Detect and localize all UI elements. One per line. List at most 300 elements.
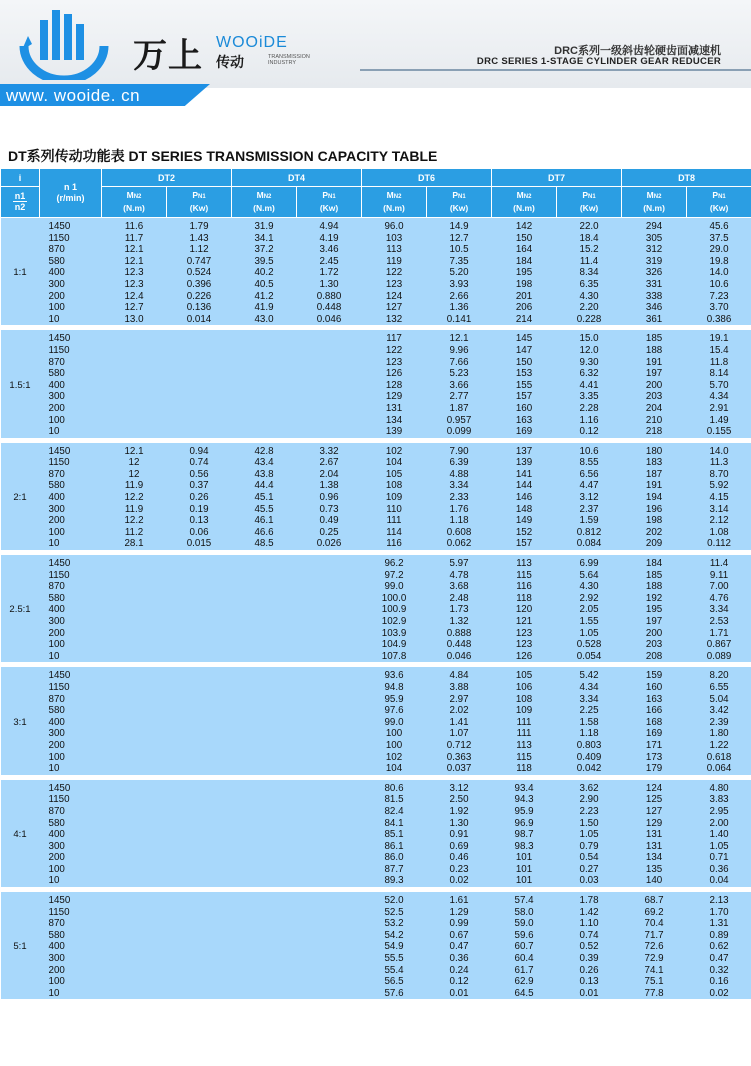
value-cell: 0.91 [427, 829, 492, 841]
value-cell [232, 667, 297, 682]
value-cell: 157 [492, 538, 557, 550]
mn2-label: MN2 [646, 190, 662, 200]
table-row [1, 818, 751, 830]
value-cell: 294 [622, 218, 687, 233]
speed-cell: 400 [40, 717, 102, 729]
value-cell [102, 604, 167, 616]
value-cell: 0.69 [427, 841, 492, 853]
value-cell [297, 616, 362, 628]
value-cell: 131 [622, 841, 687, 853]
value-cell: 84.1 [362, 818, 427, 830]
speed-cell: 1150 [40, 345, 102, 357]
value-cell: 85.1 [362, 829, 427, 841]
value-cell [297, 953, 362, 965]
speed-cell: 200 [40, 515, 102, 527]
value-cell: 52.0 [362, 892, 427, 907]
page-title: DT系列传动功能表 DT SERIES TRANSMISSION CAPACITY TABLE [8, 148, 438, 164]
value-cell [232, 818, 297, 830]
value-cell: 0.32 [687, 965, 751, 977]
value-cell [297, 841, 362, 853]
value-cell: 100 [362, 740, 427, 752]
value-cell: 45.6 [687, 218, 751, 233]
table-row [1, 403, 751, 415]
speed-cell: 100 [40, 864, 102, 876]
speed-cell: 300 [40, 616, 102, 628]
value-cell: 11.8 [687, 357, 751, 369]
value-cell: 12.7 [427, 233, 492, 245]
mn2-label: MN2 [386, 190, 402, 200]
value-cell [297, 380, 362, 392]
value-cell [102, 976, 167, 988]
value-cell: 48.5 [232, 538, 297, 550]
value-cell [232, 555, 297, 570]
table-row [1, 682, 751, 694]
value-cell: 72.9 [622, 953, 687, 965]
value-cell: 5.42 [557, 667, 622, 682]
label-subscript: N2 [653, 194, 662, 200]
value-cell [297, 717, 362, 729]
header-banner [0, 0, 751, 88]
value-cell: 144 [492, 480, 557, 492]
value-cell: 46.1 [232, 515, 297, 527]
table-row [1, 841, 751, 853]
mn2-unit-header [622, 187, 687, 218]
value-cell: 0.39 [557, 953, 622, 965]
pn1-label: PN1 [582, 190, 596, 200]
value-cell [167, 794, 232, 806]
value-cell: 105 [362, 469, 427, 481]
value-cell: 28.1 [102, 538, 167, 550]
table-row [1, 864, 751, 876]
value-cell: 0.054 [557, 651, 622, 663]
value-cell: 305 [622, 233, 687, 245]
value-cell: 12.0 [557, 345, 622, 357]
value-cell [167, 740, 232, 752]
value-cell: 2.97 [427, 694, 492, 706]
speed-cell: 400 [40, 492, 102, 504]
value-cell [297, 368, 362, 380]
table-row [1, 244, 751, 256]
pn1-unit-header [687, 187, 751, 218]
value-cell: 0.524 [167, 267, 232, 279]
value-cell: 14.0 [687, 443, 751, 458]
table-row [1, 555, 751, 570]
value-cell: 166 [622, 705, 687, 717]
pn1-unit-header [427, 187, 492, 218]
table-row [1, 581, 751, 593]
value-cell [232, 415, 297, 427]
table-row [1, 780, 751, 795]
speed-cell: 100 [40, 639, 102, 651]
value-cell [297, 357, 362, 369]
label-subscript: N2 [523, 194, 532, 200]
value-cell: 6.99 [557, 555, 622, 570]
value-cell: 150 [492, 233, 557, 245]
value-cell: 122 [362, 267, 427, 279]
value-cell [102, 570, 167, 582]
value-cell: 201 [492, 291, 557, 303]
value-cell: 1.05 [687, 841, 751, 853]
value-cell [102, 953, 167, 965]
value-cell: 54.9 [362, 941, 427, 953]
value-cell: 0.099 [427, 426, 492, 438]
value-cell: 0.26 [557, 965, 622, 977]
value-cell: 58.0 [492, 907, 557, 919]
value-cell [167, 763, 232, 775]
value-cell: 104.9 [362, 639, 427, 651]
value-cell [102, 794, 167, 806]
value-cell: 113 [492, 740, 557, 752]
table-row [1, 918, 751, 930]
table-row [1, 604, 751, 616]
value-cell: 0.386 [687, 314, 751, 326]
value-cell: 0.12 [557, 426, 622, 438]
value-cell: 105 [492, 667, 557, 682]
value-cell: 326 [622, 267, 687, 279]
value-cell: 198 [622, 515, 687, 527]
value-cell: 98.7 [492, 829, 557, 841]
value-cell: 198 [492, 279, 557, 291]
value-cell: 214 [492, 314, 557, 326]
value-cell: 157 [492, 391, 557, 403]
speed-cell: 10 [40, 763, 102, 775]
wooide-logo-icon [18, 6, 110, 80]
value-cell: 3.46 [297, 244, 362, 256]
value-cell: 3.68 [427, 581, 492, 593]
value-cell [297, 806, 362, 818]
value-cell [167, 941, 232, 953]
value-cell: 0.96 [297, 492, 362, 504]
mn2-unit: (N.m) [383, 203, 405, 213]
value-cell: 160 [622, 682, 687, 694]
value-cell [167, 593, 232, 605]
value-cell: 204 [622, 403, 687, 415]
value-cell: 0.448 [427, 639, 492, 651]
value-cell: 2.28 [557, 403, 622, 415]
value-cell [167, 953, 232, 965]
value-cell: 2.77 [427, 391, 492, 403]
value-cell [167, 829, 232, 841]
speed-cell: 400 [40, 941, 102, 953]
value-cell: 1.80 [687, 728, 751, 740]
value-cell [232, 570, 297, 582]
value-cell: 5.64 [557, 570, 622, 582]
value-cell: 1.73 [427, 604, 492, 616]
value-cell: 123 [492, 639, 557, 651]
value-cell: 11.3 [687, 457, 751, 469]
speed-cell: 10 [40, 651, 102, 663]
value-cell: 6.35 [557, 279, 622, 291]
value-cell: 4.15 [687, 492, 751, 504]
value-cell: 10.5 [427, 244, 492, 256]
value-cell [167, 415, 232, 427]
value-cell [232, 728, 297, 740]
value-cell: 218 [622, 426, 687, 438]
value-cell: 0.71 [687, 852, 751, 864]
speed-cell: 300 [40, 728, 102, 740]
value-cell: 185 [622, 570, 687, 582]
value-cell: 2.00 [687, 818, 751, 830]
value-cell: 3.32 [297, 443, 362, 458]
value-cell: 123 [362, 357, 427, 369]
value-cell: 346 [622, 302, 687, 314]
value-cell [297, 555, 362, 570]
value-cell: 0.046 [427, 651, 492, 663]
value-cell [102, 780, 167, 795]
value-cell [232, 763, 297, 775]
value-cell: 80.6 [362, 780, 427, 795]
value-cell: 5.23 [427, 368, 492, 380]
value-cell [297, 875, 362, 887]
speed-cell: 200 [40, 852, 102, 864]
value-cell: 331 [622, 279, 687, 291]
value-cell: 0.014 [167, 314, 232, 326]
value-cell [102, 628, 167, 640]
value-cell: 0.712 [427, 740, 492, 752]
value-cell: 123 [492, 628, 557, 640]
value-cell: 41.9 [232, 302, 297, 314]
value-cell: 0.155 [687, 426, 751, 438]
value-cell: 9.11 [687, 570, 751, 582]
table-row [1, 628, 751, 640]
value-cell [102, 368, 167, 380]
table-row [1, 806, 751, 818]
value-cell: 14.0 [687, 267, 751, 279]
table-row [1, 941, 751, 953]
website-url[interactable]: www. wooide. cn [6, 86, 141, 105]
model-header: DT7 [492, 169, 622, 187]
value-cell: 3.34 [557, 694, 622, 706]
value-cell [167, 330, 232, 345]
value-cell [232, 852, 297, 864]
value-cell: 0.02 [687, 988, 751, 1000]
speed-cell: 300 [40, 953, 102, 965]
value-cell: 39.5 [232, 256, 297, 268]
value-cell: 149 [492, 515, 557, 527]
value-cell [167, 717, 232, 729]
value-cell: 196 [622, 504, 687, 516]
value-cell: 1.43 [167, 233, 232, 245]
ratio-cell: 2.5:1 [1, 555, 40, 662]
speed-cell: 1450 [40, 892, 102, 907]
value-cell: 0.062 [427, 538, 492, 550]
value-cell: 0.042 [557, 763, 622, 775]
value-cell: 128 [362, 380, 427, 392]
value-cell: 59.0 [492, 918, 557, 930]
value-cell: 101 [492, 864, 557, 876]
value-cell: 95.9 [362, 694, 427, 706]
value-cell: 0.136 [167, 302, 232, 314]
value-cell [102, 829, 167, 841]
value-cell [102, 988, 167, 1000]
value-cell: 180 [622, 443, 687, 458]
value-cell: 31.9 [232, 218, 297, 233]
value-cell [232, 705, 297, 717]
speed-cell: 100 [40, 752, 102, 764]
speed-cell: 870 [40, 694, 102, 706]
value-cell: 15.2 [557, 244, 622, 256]
speed-cell: 580 [40, 818, 102, 830]
ratio-cell: 1.5:1 [1, 330, 40, 437]
value-cell [102, 667, 167, 682]
value-cell: 96.0 [362, 218, 427, 233]
value-cell: 0.084 [557, 538, 622, 550]
speed-cell: 300 [40, 391, 102, 403]
value-cell: 0.49 [297, 515, 362, 527]
value-cell: 203 [622, 391, 687, 403]
value-cell: 2.20 [557, 302, 622, 314]
value-cell [297, 852, 362, 864]
value-cell: 0.396 [167, 279, 232, 291]
pn1-unit: (Kw) [579, 203, 599, 213]
value-cell: 46.6 [232, 527, 297, 539]
mn2-unit: (N.m) [513, 203, 535, 213]
value-cell: 99.0 [362, 581, 427, 593]
value-cell [232, 907, 297, 919]
value-cell: 12.2 [102, 492, 167, 504]
value-cell: 3.35 [557, 391, 622, 403]
value-cell [167, 864, 232, 876]
table-row [1, 391, 751, 403]
value-cell: 3.42 [687, 705, 751, 717]
value-cell [102, 555, 167, 570]
value-cell [297, 705, 362, 717]
value-cell: 74.1 [622, 965, 687, 977]
value-cell [167, 667, 232, 682]
value-cell: 11.6 [102, 218, 167, 233]
value-cell: 2.33 [427, 492, 492, 504]
label-subscript: N2 [133, 194, 142, 200]
value-cell: 4.84 [427, 667, 492, 682]
speed-cell: 870 [40, 581, 102, 593]
table-row [1, 426, 751, 438]
ratio-cell: 5:1 [1, 892, 40, 999]
pn1-unit: (Kw) [319, 203, 339, 213]
value-cell: 89.3 [362, 875, 427, 887]
value-cell: 111 [492, 717, 557, 729]
value-cell: 106 [492, 682, 557, 694]
table-row [1, 480, 751, 492]
speed-cell: 1450 [40, 555, 102, 570]
value-cell: 71.7 [622, 930, 687, 942]
label-subscript: N1 [718, 194, 726, 200]
value-cell [102, 380, 167, 392]
value-cell [297, 667, 362, 682]
value-cell: 64.5 [492, 988, 557, 1000]
value-cell [167, 616, 232, 628]
value-cell [102, 391, 167, 403]
value-cell: 0.957 [427, 415, 492, 427]
value-cell: 1.59 [557, 515, 622, 527]
speed-cell: 200 [40, 740, 102, 752]
value-cell: 1.49 [687, 415, 751, 427]
speed-cell: 200 [40, 403, 102, 415]
value-cell: 2.12 [687, 515, 751, 527]
value-cell [232, 864, 297, 876]
value-cell: 14.9 [427, 218, 492, 233]
value-cell: 2.50 [427, 794, 492, 806]
mn2-unit-header [232, 187, 297, 218]
table-row [1, 953, 751, 965]
value-cell: 2.13 [687, 892, 751, 907]
value-cell [232, 403, 297, 415]
value-cell: 2.02 [427, 705, 492, 717]
value-cell: 188 [622, 581, 687, 593]
value-cell: 102.9 [362, 616, 427, 628]
value-cell: 1.36 [427, 302, 492, 314]
value-cell: 93.6 [362, 667, 427, 682]
value-cell [232, 930, 297, 942]
speed-cell: 1450 [40, 667, 102, 682]
value-cell: 183 [622, 457, 687, 469]
value-cell: 45.1 [232, 492, 297, 504]
value-cell: 173 [622, 752, 687, 764]
value-cell: 11.7 [102, 233, 167, 245]
value-cell: 6.39 [427, 457, 492, 469]
value-cell [297, 965, 362, 977]
value-cell: 169 [492, 426, 557, 438]
value-cell: 122 [362, 345, 427, 357]
table-row [1, 875, 751, 887]
table-row [1, 218, 751, 233]
table-row [1, 527, 751, 539]
value-cell: 0.13 [167, 515, 232, 527]
value-cell [167, 380, 232, 392]
value-cell: 100.0 [362, 593, 427, 605]
table-row [1, 907, 751, 919]
value-cell: 10.6 [687, 279, 751, 291]
value-cell [102, 892, 167, 907]
pn1-unit: (Kw) [189, 203, 209, 213]
value-cell: 124 [622, 780, 687, 795]
value-cell: 137 [492, 443, 557, 458]
pn1-label: PN1 [452, 190, 466, 200]
value-cell [297, 728, 362, 740]
speed-cell: 10 [40, 988, 102, 1000]
value-cell: 4.94 [297, 218, 362, 233]
value-cell [102, 593, 167, 605]
value-cell: 159 [622, 667, 687, 682]
value-cell: 56.5 [362, 976, 427, 988]
ratio-fraction-header [1, 187, 40, 218]
value-cell: 5.70 [687, 380, 751, 392]
value-cell: 61.7 [492, 965, 557, 977]
value-cell: 0.74 [557, 930, 622, 942]
value-cell: 123 [362, 279, 427, 291]
value-cell [167, 368, 232, 380]
value-cell: 0.16 [687, 976, 751, 988]
value-cell [232, 965, 297, 977]
capacity-table [0, 168, 751, 999]
value-cell: 18.4 [557, 233, 622, 245]
value-cell [297, 818, 362, 830]
value-cell: 77.8 [622, 988, 687, 1000]
value-cell: 4.78 [427, 570, 492, 582]
value-cell: 5.20 [427, 267, 492, 279]
table-row [1, 233, 751, 245]
table-row [1, 794, 751, 806]
table-row [1, 457, 751, 469]
speed-cell: 1150 [40, 233, 102, 245]
value-cell: 40.2 [232, 267, 297, 279]
value-cell: 12.1 [102, 244, 167, 256]
value-cell: 1.18 [427, 515, 492, 527]
value-cell: 185 [622, 330, 687, 345]
value-cell: 8.70 [687, 469, 751, 481]
value-cell: 100 [362, 728, 427, 740]
value-cell [297, 780, 362, 795]
value-cell: 153 [492, 368, 557, 380]
